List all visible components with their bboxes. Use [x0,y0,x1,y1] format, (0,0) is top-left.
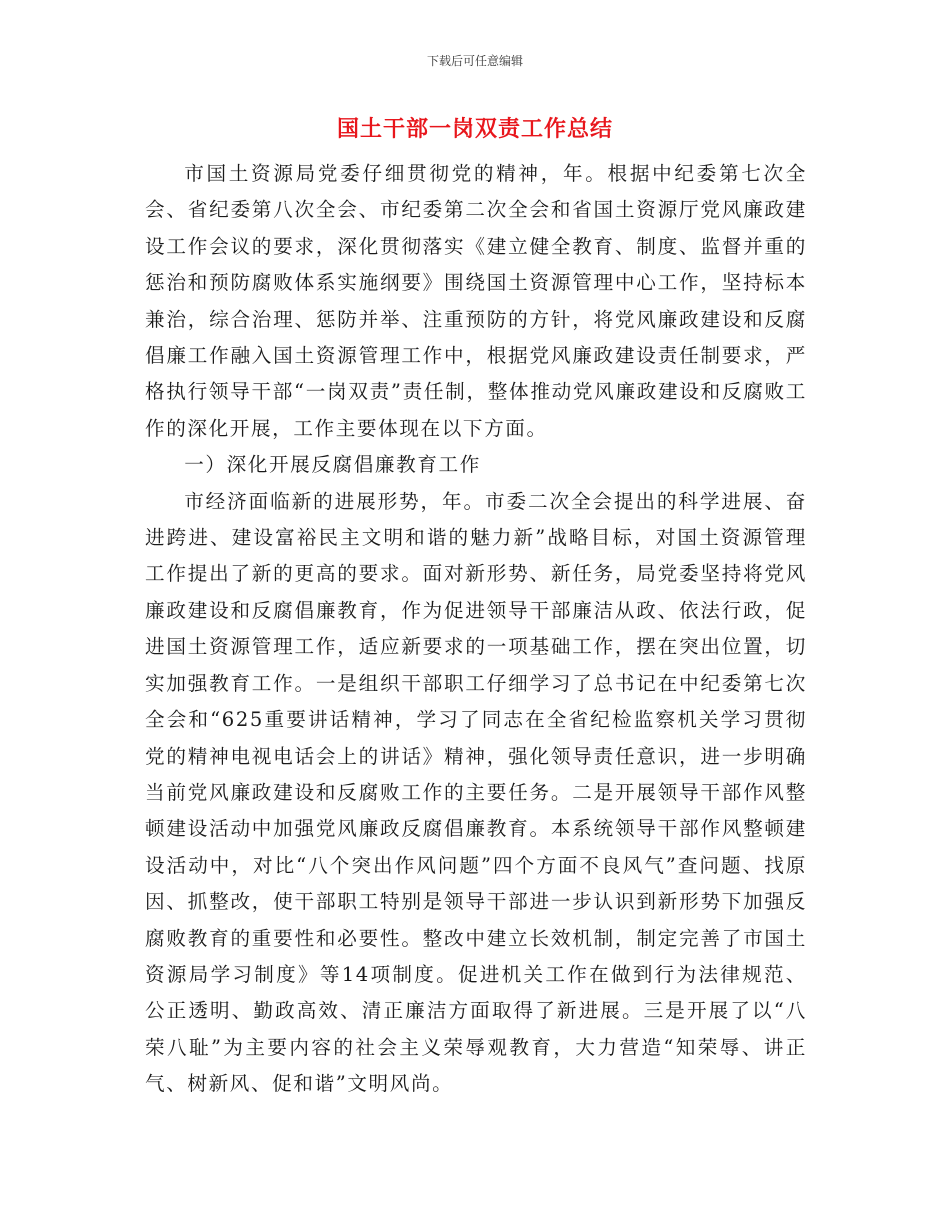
document-title: 国土干部一岗双责工作总结 [336,116,613,142]
section-heading: 一）深化开展反腐倡廉教育工作 [184,453,481,477]
document-body [145,156,807,1103]
paragraph-intro: 市国土资源局党委仔细贯彻党的精神，年。根据中纪委第七次全会、省纪委第八次全会、市纪委第二次全会和省国土资源厅党风廉政建设工作会议的要求，深化贯彻落实《建立健全教育、制度、监督并重的惩治和预防腐败体系实施纲要》围绕国土资源管理中心工作，坚持标本兼治，综合治理、惩防并举、注重预防的方针，将党风廉政建设和反腐倡廉工作融入国土资源管理工作中，根据党风廉政建设责任制要求，严格执行领导干部“一岗双责”责任制，整体推动党风廉政建设和反腐败工作的深化开展，工作主要体现在以下方面。 [145,162,807,440]
header-note: 下载后可任意编辑 [426,54,523,68]
paragraph-education: 市经济面临新的进展形势，年。市委二次全会提出的科学进展、奋进跨进、建设富裕民主文明和谐的魅力新”战略目标，对国土资源管理工作提出了新的更高的要求。面对新形势、新任务，局党委坚持将党风廉政建设和反腐倡廉教育，作为促进领导干部廉洁从政、依法行政，促进国土资源管理工作，适应新要求的一项基础工作，摆在突出位置，切实加强教育工作。一是组织干部职工仔细学习了总书记在中纪委第七次全会和“625重要讲话精神，学习了同志在全省纪检监察机关学习贯彻党的精神电视电话会上的讲话》精神，强化领导责任意识，进一步明确当前党风廉政建设和反腐败工作的主要任务。二是开展领导干部作风整顿建设活动中加强党风廉政反腐倡廉教育。本系统领导干部作风整顿建设活动中，对比“八个突出作风问题”四个方面不良风气”查问题、找原因、抓整改，使干部职工特别是领导干部进一步认识到新形势下加强反腐败教育的重要性和必要性。整改中建立长效机制，制定完善了市国土资源局学习制度》等14项制度。促进机关工作在做到行为法律规范、公正透明、勤政高效、清正廉洁方面取得了新进展。三是开展了以“八荣八耻”为主要内容的社会主义荣辱观教育，大力营造“知荣辱、讲正气、树新风、促和谐”文明风尚。 [145,489,807,1096]
